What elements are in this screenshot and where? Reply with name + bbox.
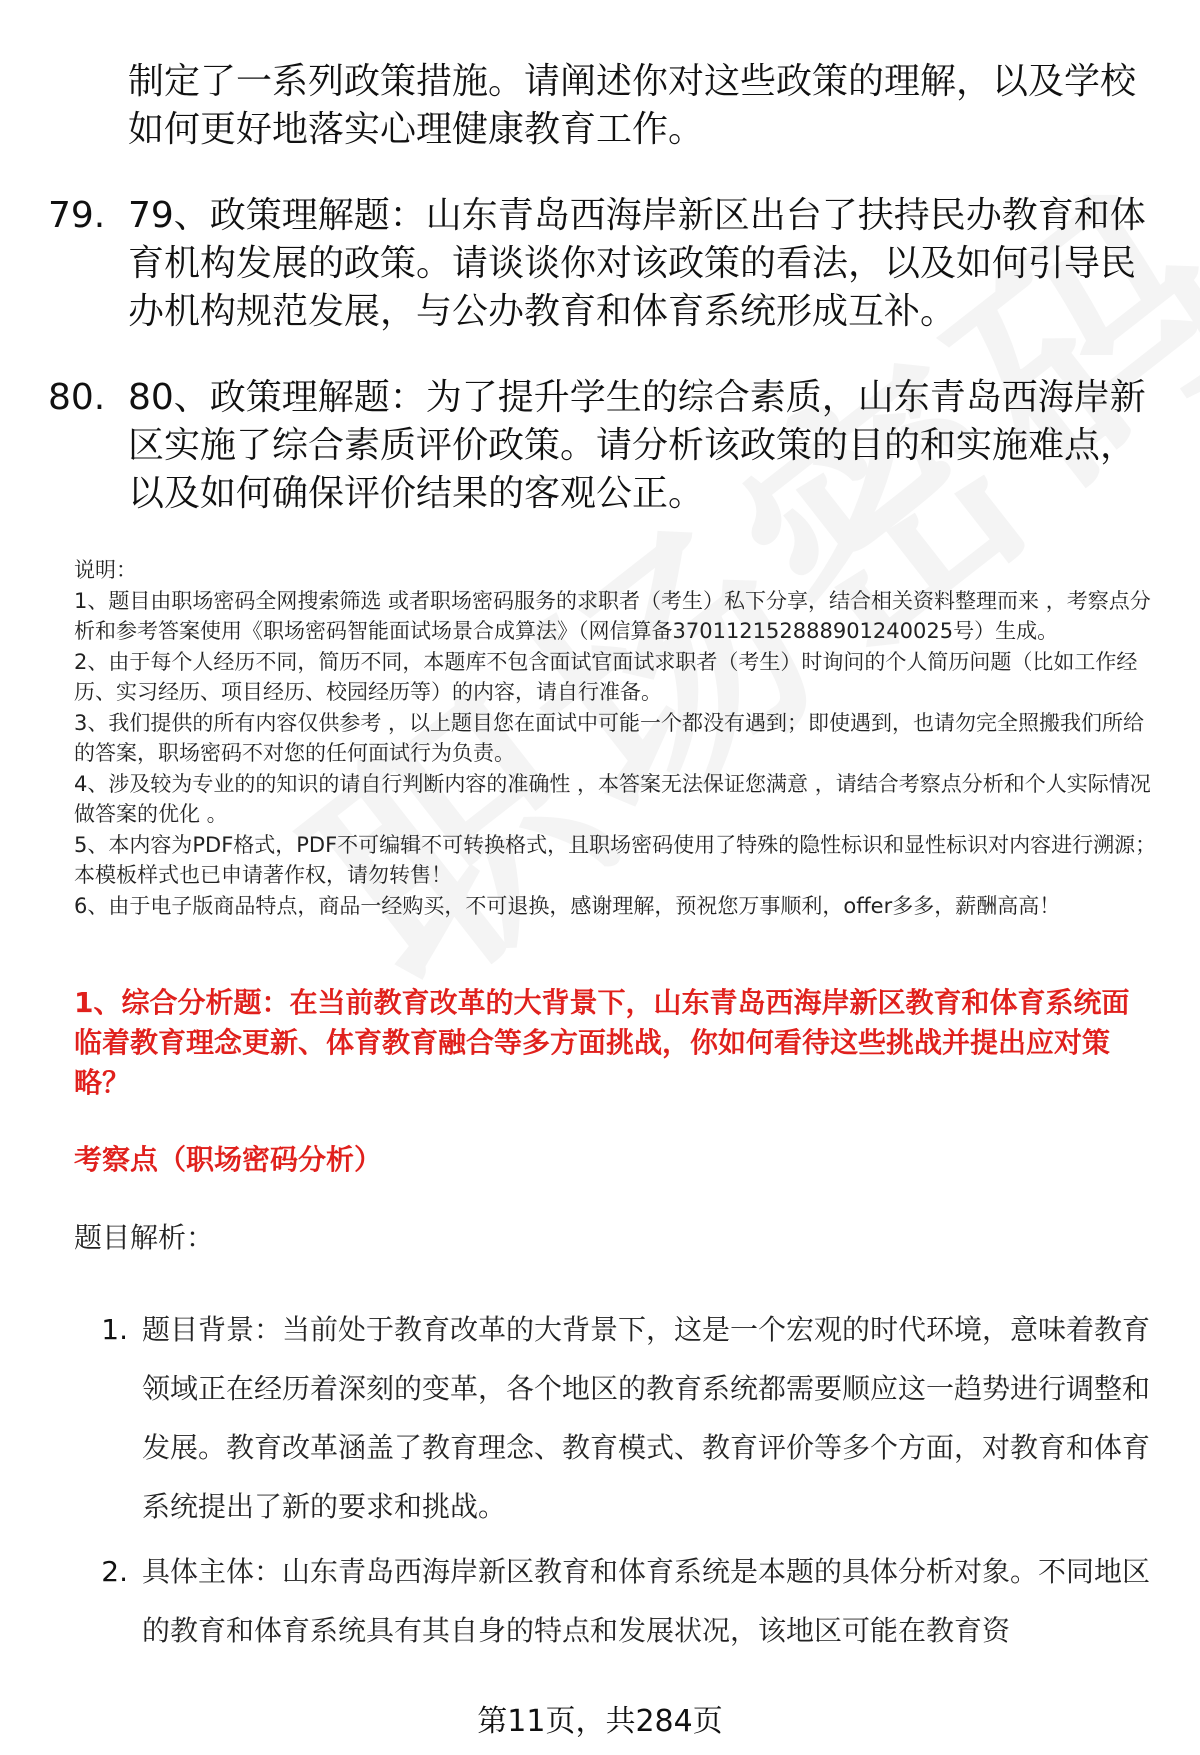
section-title: 考察点（职场密码分析） [74, 1143, 383, 1176]
analysis-list [74, 1300, 1154, 1666]
note-item: 2、由于每个人经历不同，简历不同，本题库不包含面试官面试求职者（考生）时询问的个人简历问题（比如工作经历、实习经历、项目经历、校园经历等）的内容，请自行准备。 [74, 649, 1138, 704]
highlight-question: 1、综合分析题：在当前教育改革的大背景下，山东青岛西海岸新区教育和体育系统面临着教育理念更新、体育教育融合等多方面挑战，你如何看待这些挑战并提出应对策略？ [74, 986, 1130, 1099]
question-text: 80、政策理解题：为了提升学生的综合素质，山东青岛西海岸新区实施了综合素质评价政策。请分析该政策的目的和实施难点，以及如何确保评价结果的客观公正。 [128, 377, 1146, 514]
question-item [48, 192, 1148, 336]
note-item: 4、涉及较为专业的的知识的请自行判断内容的准确性 ，本答案无法保证您满意 ，请结合考察点分析和个人实际情况做答案的优化 。 [74, 771, 1151, 826]
notes-section [74, 555, 1160, 921]
notes-title: 说明： [74, 558, 137, 582]
question-text: 79、政策理解题：山东青岛西海岸新区出台了扶持民办教育和体育机构发展的政策。请谈谈你对该政策的看法，以及如何引导民办机构规范发展，与公办教育和体育系统形成互补。 [128, 195, 1146, 332]
page-number: 第11页，共284页 [477, 1704, 723, 1739]
question-number: 79. [48, 195, 106, 236]
analysis-text: 题目背景：当前处于教育改革的大背景下，这是一个宏观的时代环境，意味着教育领域正在经历着深刻的变革，各个地区的教育系统都需要顺应这一趋势进行调整和发展。教育改革涵盖了教育理念、教育模式、教育评价等多个方面，对教育和体育系统提出了新的要求和挑战。 [142, 1313, 1151, 1523]
question-list [48, 58, 1148, 518]
analysis-text: 具体主体：山东青岛西海岸新区教育和体育系统是本题的具体分析对象。不同地区的教育和体育系统具有其自身的特点和发展状况，该地区可能在教育资 [142, 1555, 1151, 1647]
analysis-item [74, 1542, 1154, 1660]
question-continuation: 制定了一系列政策措施。请阐述你对这些政策的理解，以及学校如何更好地落实心理健康教育工作。 [128, 61, 1137, 150]
note-item: 6、由于电子版商品特点，商品一经购买，不可退换，感谢理解，预祝您万事顺利，offer多多，薪酬高高！ [74, 893, 1061, 918]
question-item [48, 374, 1148, 518]
question-number: 80. [48, 377, 106, 418]
note-item: 1、题目由职场密码全网搜索筛选 或者职场密码服务的求职者（考生）私下分享，结合相关资料整理而来 ，考察点分析和参考答案使用《职场密码智能面试场景合成算法》（网信算备370112152888901240025号）生成。 [74, 588, 1151, 643]
note-item: 5、本内容为PDF格式，PDF不可编辑不可转换格式，且职场密码使用了特殊的隐性标识和显性标识对内容进行溯源；本模板样式也已申请著作权，请勿转售！ [74, 832, 1157, 887]
analysis-label: 题目解析： [74, 1221, 215, 1254]
note-item: 3、我们提供的所有内容仅供参考 ，以上题目您在面试中可能一个都没有遇到；即使遇到，也请勿完全照搬我们所给的答案，职场密码不对您的任何面试行为负责。 [74, 710, 1145, 765]
analysis-number: 2. [101, 1555, 128, 1588]
analysis-number: 1. [101, 1313, 128, 1346]
analysis-item [74, 1300, 1154, 1536]
